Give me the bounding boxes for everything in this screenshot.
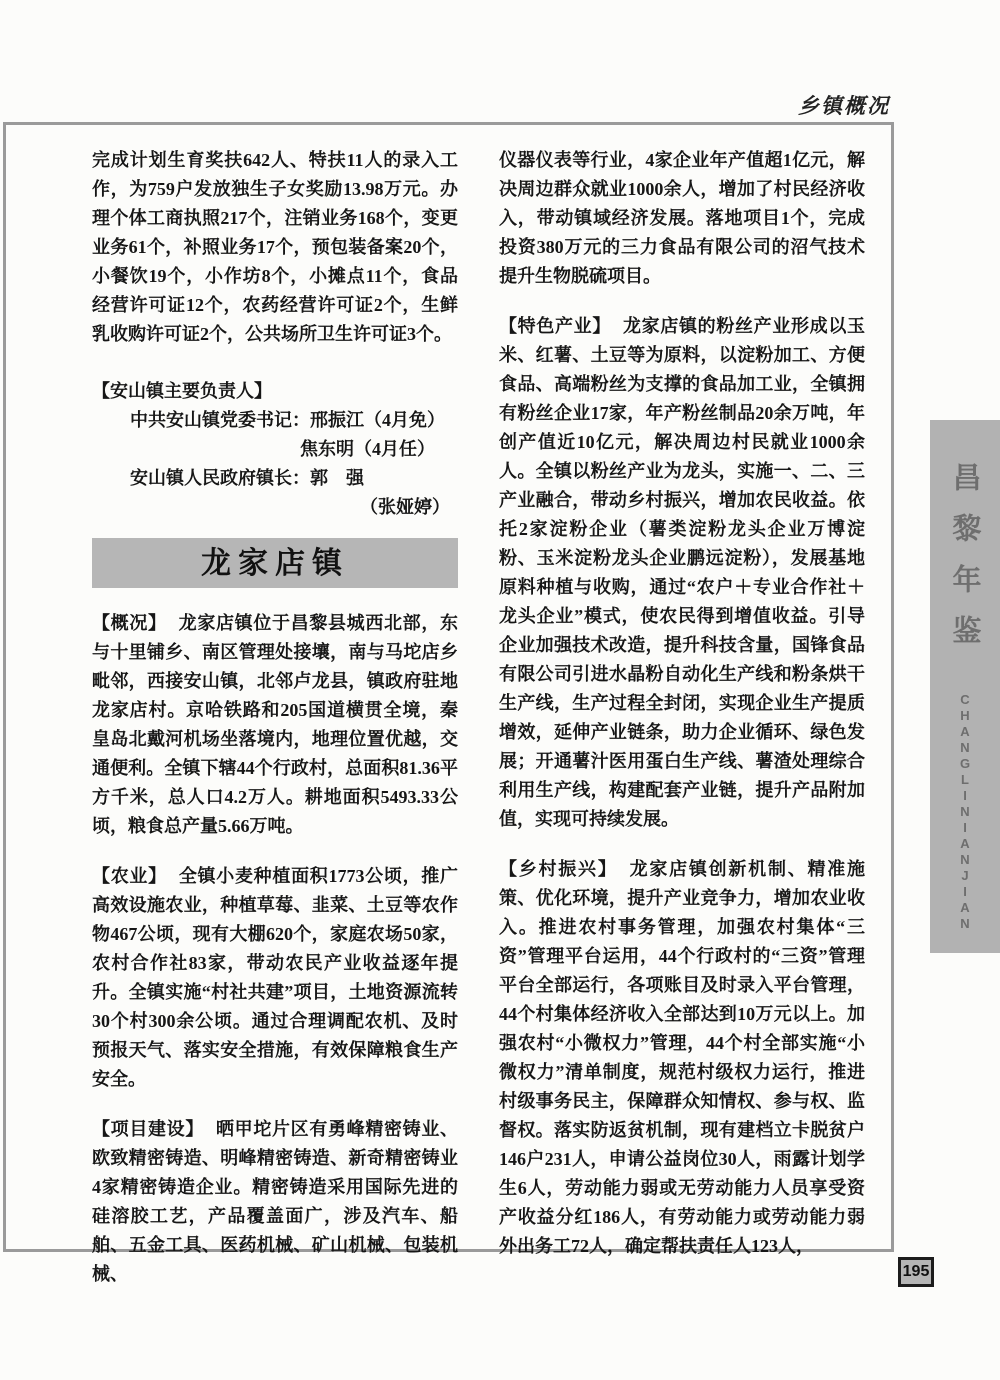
section-rural-revitalization [499,855,865,1261]
official-role: 安山镇人民政府镇长： [130,468,310,488]
town-title-banner: 龙家店镇 [92,538,458,588]
page-number-box: 195 [898,1257,934,1287]
section-text: 龙家店镇的粉丝产业形成以玉米、红薯、土豆等为原料，以淀粉加工、方便食品、高端粉丝为支撑的食品加工业，全镇拥有粉丝企业17家，年产粉丝制品20余万吨，年创产值近10亿元，解决周边村民就业1000余人。全镇以粉丝产业为龙头，实施一、二、三产业融合，带动乡村振兴，增加农民收益。依托2家淀粉企业（薯类淀粉龙头企业万博淀粉、玉米淀粉龙头企业鹏远淀粉），发展基地原料种植与收购，通过“农户＋专业合作社＋龙头企业”模式，使农民得到增值收益。引导企业加强技术改造，提升科技含量，国锋食品有限公司引进水晶粉自动化生产线和粉条烘干生产线，生产过程全封闭，实现企业生产提质增效，延伸产业链条，助力企业循环、绿色发展；开通薯汁医用蛋白生产线、薯渣处理综合利用生产线，构建配套产业链，提升产品附加值，实现可持续发展。 [499,316,865,829]
official-line [92,406,458,435]
section-text: 龙家店镇创新机制、精准施策、优化环境，提升产业竞争力，增加农业收入。推进农村事务管理，加强农村集体“三资”管理平台运用，44个行政村的“三资”管理平台全部运行，各项账目及时录入平台管理，44个村集体经济收入全部达到10万元以上。加强农村“小微权力”管理，44个村全部实施“小微权力”清单制度，规范村级权力运行，推进村级事务民主，保障群众知情权、参与权、监督权。落实防返贫机制，现有建档立卡脱贫户146户231人，申请公益岗位30人，雨露计划学生6人，劳动能力弱或无劳动能力人员享受资产收益分红186人，有劳动能力或劳动能力弱外出务工72人，确定帮扶责任人123人， [499,859,866,1256]
official-line [92,464,458,493]
edge-tab-title-chinese: 昌黎年鉴 [948,462,981,666]
section-text: 晒甲坨片区有勇峰精密铸业、欧致精密铸造、明峰精密铸造、新奇精密铸业4家精密铸造企业。精密铸造采用国际先进的硅溶胶工艺，产品覆盖面广，涉及汽车、船舶、五金工具、医药机械、矿山机械、包装机械、 [92,1119,458,1284]
official-role: 中共安山镇党委书记： [130,410,310,430]
official-name: 郭 强 [310,468,364,488]
officials-block [92,377,458,522]
edge-tab-title-pinyin: CHANGLINIANJIAN [957,692,973,932]
continuation-paragraph: 完成计划生育奖扶642人、特扶11人的录入工作，为759户发放独生子女奖励13.98万元。办理个体工商执照217个，注销业务168个，变更业务61个，补照业务17个，预包装备案20个，小餐饮19个，小作坊8个，小摊点11个，食品经营许可证12个，农药经营许可证2个，生鲜乳收购许可证2个，公共场所卫生许可证3个。 [92,150,458,344]
section-text: 龙家店镇位于昌黎县城西北部，东与十里铺乡、南区管理处接壤，南与马坨店乡毗邻，西接安山镇，北邻卢龙县，镇政府驻地龙家店村。京哈铁路和205国道横贯全境，秦皇岛北戴河机场坐落境内，地理位置优越，交通便利。全镇下辖44个行政村，总面积81.36平方千米，总人口4.2万人。耕地面积5493.33公顷，粮食总产量5.66万吨。 [92,613,459,836]
section-text: 全镇小麦种植面积1773公顷，推广高效设施农业，种植草莓、韭菜、土豆等农作物467公顷，现有大棚620个，家庭农场50家，农村合作社83家，带动农民产业收益逐年提升。全镇实施“村社共建”项目，土地资源流转30个村300余公顷。通过合理调配农机、及时预报天气、落实安全措施，有效保障粮食生产安全。 [92,866,459,1089]
official-name: 焦东明（4月任） [300,439,435,459]
section-agriculture [92,862,458,1094]
section-label: 【农业】 [92,866,167,886]
section-special-industry [499,312,865,834]
officials-heading: 【安山镇主要负责人】 [92,381,272,401]
byline-author: （张娅婷） [360,497,450,517]
left-column [92,146,458,1289]
section-label: 【概况】 [92,613,167,633]
section-project-construction [92,1115,458,1289]
section-label: 【特色产业】 [499,316,611,336]
right-column [499,146,865,1261]
section-overview [92,609,458,841]
running-head-section-title: 乡镇概况 [798,94,890,118]
section-label: 【乡村振兴】 [499,859,618,879]
edge-tab [930,420,1000,953]
official-line [92,435,458,464]
section-label: 【项目建设】 [92,1119,204,1139]
official-name: 邢振江（4月免） [310,410,445,430]
continuation-paragraph: 仪器仪表等行业，4家企业年产值超1亿元，解决周边群众就业1000余人，增加了村民经济收入，带动镇域经济发展。落地项目1个，完成投资380万元的三力食品有限公司的沼气技术提升生物脱硫项目。 [499,150,865,286]
